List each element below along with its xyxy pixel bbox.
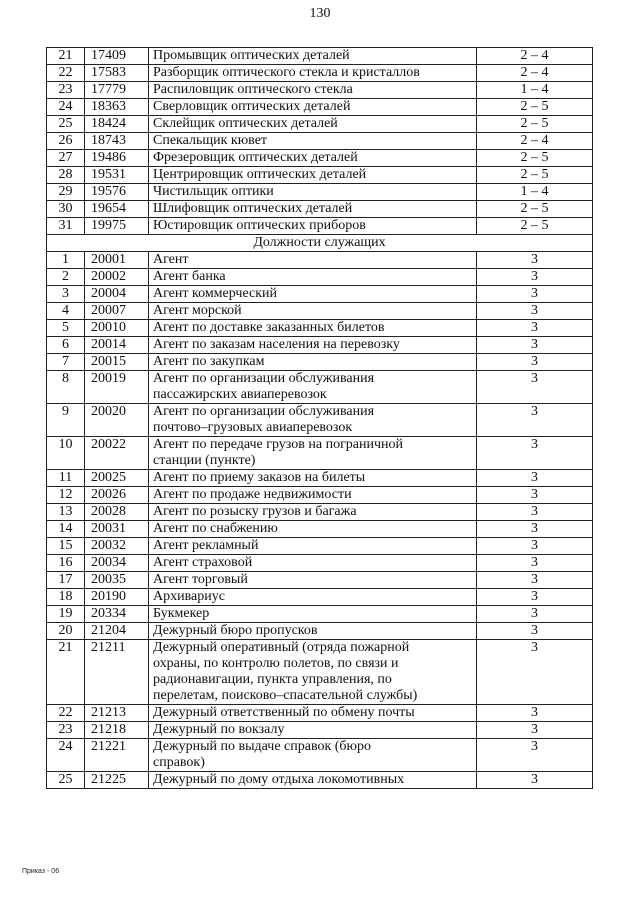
row-number: 9 [47, 404, 85, 437]
table-row [47, 201, 593, 218]
table-row [47, 772, 593, 789]
profession-name: Агент по организации обслуживания почтово–грузовых авиаперевозок [149, 404, 477, 437]
profession-name: Дежурный по вокзалу [149, 722, 477, 739]
profession-name: Распиловщик оптического стекла [149, 82, 477, 99]
category-range: 3 [477, 640, 593, 705]
table-row [47, 504, 593, 521]
profession-name: Фрезеровщик оптических деталей [149, 150, 477, 167]
category-range: 3 [477, 487, 593, 504]
table-row [47, 623, 593, 640]
row-number: 24 [47, 99, 85, 116]
category-range: 3 [477, 269, 593, 286]
row-number: 22 [47, 705, 85, 722]
category-range: 3 [477, 739, 593, 772]
profession-name: Агент по заказам населения на перевозку [149, 337, 477, 354]
profession-code: 19654 [85, 201, 149, 218]
profession-name: Агент страховой [149, 555, 477, 572]
row-number: 13 [47, 504, 85, 521]
table-row [47, 133, 593, 150]
table-row [47, 337, 593, 354]
table-row [47, 218, 593, 235]
row-number: 23 [47, 82, 85, 99]
profession-code: 21225 [85, 772, 149, 789]
category-range: 3 [477, 371, 593, 404]
profession-code: 20028 [85, 504, 149, 521]
category-range: 1 – 4 [477, 184, 593, 201]
table-row [47, 705, 593, 722]
table-row [47, 269, 593, 286]
table-row [47, 589, 593, 606]
profession-name: Дежурный по выдаче справок (бюро справок) [149, 739, 477, 772]
profession-name: Склейщик оптических деталей [149, 116, 477, 133]
row-number: 5 [47, 320, 85, 337]
table-row [47, 65, 593, 82]
profession-name: Агент по передаче грузов на пограничной станции (пункте) [149, 437, 477, 470]
table-row [47, 739, 593, 772]
table-row [47, 252, 593, 269]
category-range: 3 [477, 521, 593, 538]
row-number: 12 [47, 487, 85, 504]
table-row [47, 487, 593, 504]
profession-name: Агент по закупкам [149, 354, 477, 371]
row-number: 15 [47, 538, 85, 555]
profession-code: 20002 [85, 269, 149, 286]
category-range: 2 – 5 [477, 150, 593, 167]
profession-code: 20034 [85, 555, 149, 572]
category-range: 2 – 5 [477, 116, 593, 133]
row-number: 17 [47, 572, 85, 589]
profession-name: Агент коммерческий [149, 286, 477, 303]
row-number: 4 [47, 303, 85, 320]
category-range: 2 – 4 [477, 133, 593, 150]
category-range: 3 [477, 606, 593, 623]
profession-code: 18743 [85, 133, 149, 150]
category-range: 3 [477, 538, 593, 555]
profession-code: 20015 [85, 354, 149, 371]
category-range: 3 [477, 354, 593, 371]
category-range: 2 – 5 [477, 201, 593, 218]
profession-name: Шлифовщик оптических деталей [149, 201, 477, 218]
table-row [47, 99, 593, 116]
row-number: 27 [47, 150, 85, 167]
section-header-row [47, 235, 593, 252]
section-title: Должности служащих [47, 235, 593, 252]
category-range: 2 – 5 [477, 99, 593, 116]
row-number: 19 [47, 606, 85, 623]
row-number: 16 [47, 555, 85, 572]
category-range: 3 [477, 252, 593, 269]
table-row [47, 286, 593, 303]
table-row [47, 303, 593, 320]
profession-code: 20334 [85, 606, 149, 623]
profession-code: 21211 [85, 640, 149, 705]
profession-code: 20190 [85, 589, 149, 606]
profession-name: Разборщик оптического стекла и кристаллов [149, 65, 477, 82]
profession-code: 20026 [85, 487, 149, 504]
row-number: 7 [47, 354, 85, 371]
table-row [47, 722, 593, 739]
profession-code: 18424 [85, 116, 149, 133]
row-number: 24 [47, 739, 85, 772]
table-row [47, 437, 593, 470]
table-row [47, 150, 593, 167]
table-row [47, 320, 593, 337]
profession-code: 20007 [85, 303, 149, 320]
profession-code: 20001 [85, 252, 149, 269]
table-row [47, 116, 593, 133]
table-row [47, 470, 593, 487]
profession-code: 20031 [85, 521, 149, 538]
profession-name: Букмекер [149, 606, 477, 623]
row-number: 31 [47, 218, 85, 235]
profession-code: 21213 [85, 705, 149, 722]
table-row [47, 48, 593, 65]
category-range: 2 – 4 [477, 65, 593, 82]
row-number: 20 [47, 623, 85, 640]
table-row [47, 167, 593, 184]
profession-code: 17409 [85, 48, 149, 65]
profession-name: Агент морской [149, 303, 477, 320]
row-number: 30 [47, 201, 85, 218]
profession-code: 19576 [85, 184, 149, 201]
category-range: 3 [477, 404, 593, 437]
profession-code: 20019 [85, 371, 149, 404]
footer-label: Приказ - 06 [22, 868, 60, 875]
table-row [47, 572, 593, 589]
profession-code: 19486 [85, 150, 149, 167]
category-range: 3 [477, 470, 593, 487]
category-range: 3 [477, 286, 593, 303]
row-number: 23 [47, 722, 85, 739]
table-row [47, 371, 593, 404]
profession-code: 18363 [85, 99, 149, 116]
category-range: 3 [477, 320, 593, 337]
profession-code: 21204 [85, 623, 149, 640]
row-number: 22 [47, 65, 85, 82]
profession-name: Агент [149, 252, 477, 269]
profession-code: 20022 [85, 437, 149, 470]
profession-name: Агент по продаже недвижимости [149, 487, 477, 504]
profession-name: Агент банка [149, 269, 477, 286]
row-number: 11 [47, 470, 85, 487]
profession-name: Дежурный оперативный (отряда пожарной охраны, по контролю полетов, по связи и радионавигации, пункта управления, по перелетам, поисково–спасательной службы) [149, 640, 477, 705]
profession-name: Агент торговый [149, 572, 477, 589]
row-number: 28 [47, 167, 85, 184]
profession-code: 20014 [85, 337, 149, 354]
profession-name: Промывщик оптических деталей [149, 48, 477, 65]
row-number: 25 [47, 116, 85, 133]
profession-name: Архивариус [149, 589, 477, 606]
category-range: 1 – 4 [477, 82, 593, 99]
profession-name: Агент по доставке заказанных билетов [149, 320, 477, 337]
category-range: 3 [477, 572, 593, 589]
row-number: 2 [47, 269, 85, 286]
category-range: 3 [477, 589, 593, 606]
row-number: 21 [47, 640, 85, 705]
category-range: 3 [477, 705, 593, 722]
row-number: 21 [47, 48, 85, 65]
profession-code: 20010 [85, 320, 149, 337]
profession-code: 19975 [85, 218, 149, 235]
profession-code: 20020 [85, 404, 149, 437]
profession-name: Сверловщик оптических деталей [149, 99, 477, 116]
category-range: 2 – 5 [477, 167, 593, 184]
row-number: 8 [47, 371, 85, 404]
profession-name: Агент по розыску грузов и багажа [149, 504, 477, 521]
table-row [47, 555, 593, 572]
profession-name: Дежурный ответственный по обмену почты [149, 705, 477, 722]
profession-name: Юстировщик оптических приборов [149, 218, 477, 235]
category-range: 3 [477, 772, 593, 789]
profession-code: 21221 [85, 739, 149, 772]
category-range: 2 – 5 [477, 218, 593, 235]
category-range: 2 – 4 [477, 48, 593, 65]
category-range: 3 [477, 303, 593, 320]
category-range: 3 [477, 504, 593, 521]
row-number: 18 [47, 589, 85, 606]
table-row [47, 606, 593, 623]
row-number: 10 [47, 437, 85, 470]
profession-code: 21218 [85, 722, 149, 739]
profession-name: Агент по организации обслуживания пассажирских авиаперевозок [149, 371, 477, 404]
profession-name: Агент рекламный [149, 538, 477, 555]
profession-name: Дежурный бюро пропусков [149, 623, 477, 640]
row-number: 3 [47, 286, 85, 303]
row-number: 14 [47, 521, 85, 538]
profession-name: Чистильщик оптики [149, 184, 477, 201]
profession-name: Дежурный по дому отдыха локомотивных [149, 772, 477, 789]
professions-table [46, 47, 593, 789]
row-number: 26 [47, 133, 85, 150]
row-number: 25 [47, 772, 85, 789]
profession-name: Агент по снабжению [149, 521, 477, 538]
category-range: 3 [477, 337, 593, 354]
category-range: 3 [477, 437, 593, 470]
category-range: 3 [477, 555, 593, 572]
page-number: 130 [309, 6, 331, 21]
profession-code: 20004 [85, 286, 149, 303]
table-row [47, 640, 593, 705]
profession-code: 19531 [85, 167, 149, 184]
profession-code: 20032 [85, 538, 149, 555]
profession-name: Спекальщик кювет [149, 133, 477, 150]
table-row [47, 521, 593, 538]
profession-name: Агент по приему заказов на билеты [149, 470, 477, 487]
table-row [47, 354, 593, 371]
table-row [47, 404, 593, 437]
table-row [47, 184, 593, 201]
category-range: 3 [477, 623, 593, 640]
profession-code: 20035 [85, 572, 149, 589]
category-range: 3 [477, 722, 593, 739]
profession-name: Центрировщик оптических деталей [149, 167, 477, 184]
table-row [47, 538, 593, 555]
table-row [47, 82, 593, 99]
profession-code: 20025 [85, 470, 149, 487]
row-number: 6 [47, 337, 85, 354]
row-number: 29 [47, 184, 85, 201]
profession-code: 17779 [85, 82, 149, 99]
row-number: 1 [47, 252, 85, 269]
profession-code: 17583 [85, 65, 149, 82]
